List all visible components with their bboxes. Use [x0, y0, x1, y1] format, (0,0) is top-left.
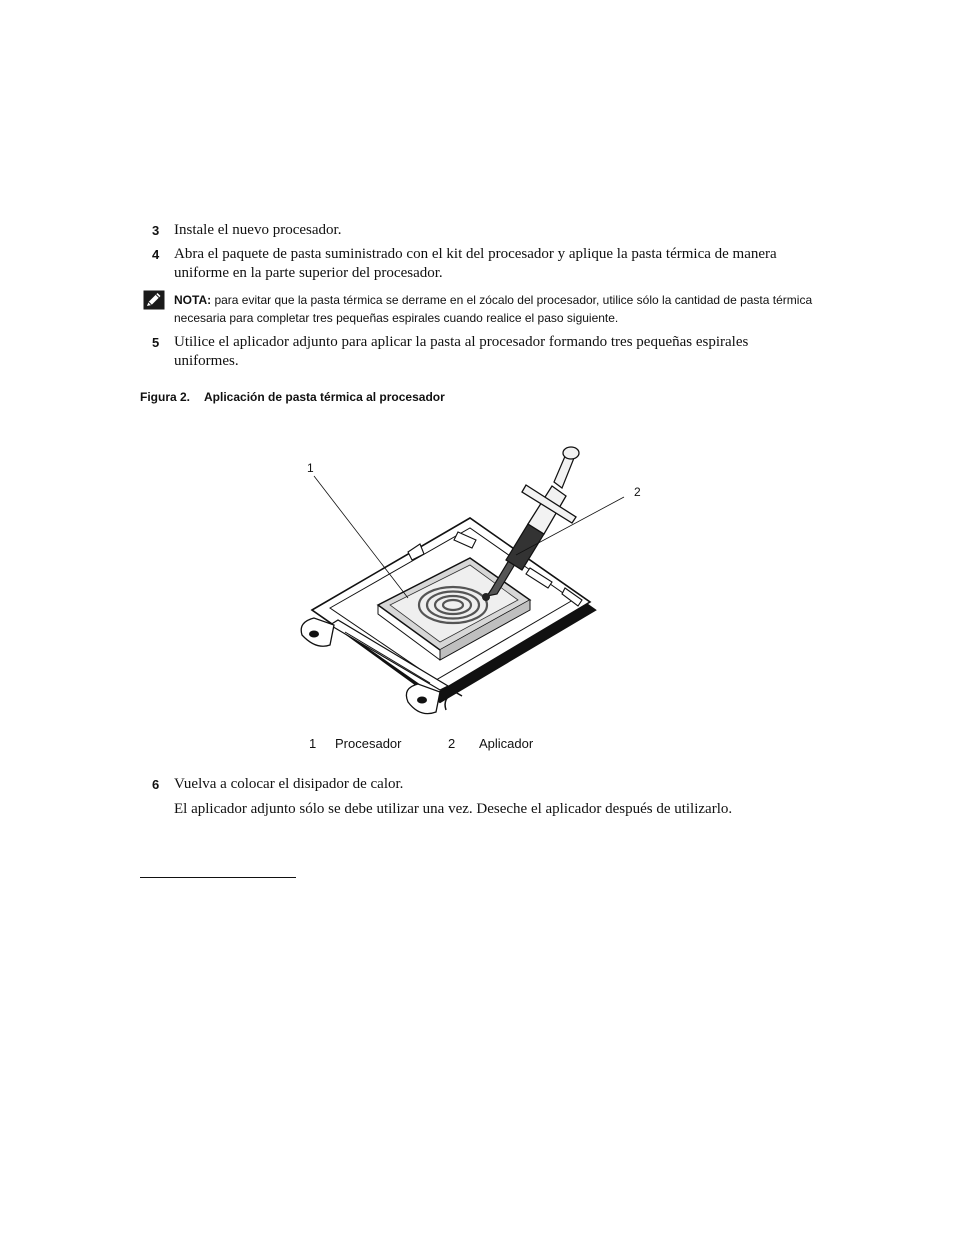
step-text: Instale el nuevo procesador.: [174, 222, 342, 238]
step-text: Utilice el aplicador adjunto para aplicar la pasta al procesador formando tres pequeñas espirales uniformes.: [174, 334, 749, 369]
thermal-paste-illustration: [290, 440, 650, 725]
step-text: Vuelva a colocar el disipador de calor.: [174, 776, 404, 792]
legend-number-2: 2: [448, 736, 456, 751]
pencil-note-icon: [143, 290, 165, 310]
figure-number: Figura 2.: [140, 390, 191, 404]
callout-1: 1: [307, 461, 314, 475]
step-6-detail: El aplicador adjunto sólo se debe utilizar una vez. Deseche el aplicador después de utilizarlo.: [174, 801, 733, 817]
step-number: 6: [152, 777, 160, 792]
note-label: NOTA:: [174, 293, 212, 307]
callout-2: 2: [634, 485, 641, 499]
legend-label-1: Procesador: [335, 736, 402, 751]
note-body: para evitar que la pasta térmica se derrame en el zócalo del procesador, utilice sólo la cantidad de pasta térmica necesaria para completar tres pequeñas espirales cuando realice el paso siguiente.: [174, 293, 813, 325]
step-number: 3: [152, 223, 160, 238]
figure-caption: [140, 389, 445, 405]
legend-number-1: 1: [309, 736, 317, 751]
footnote-divider: [140, 877, 296, 878]
note-text: [174, 291, 814, 327]
step-number: 5: [152, 335, 160, 350]
step-number: 4: [152, 247, 160, 262]
legend-label-2: Aplicador: [479, 736, 534, 751]
figure-title: Aplicación de pasta térmica al procesador: [204, 390, 445, 404]
step-text: Abra el paquete de pasta suministrado con el kit del procesador y aplique la pasta térmica de manera uniforme en la parte superior del procesador.: [174, 246, 777, 281]
